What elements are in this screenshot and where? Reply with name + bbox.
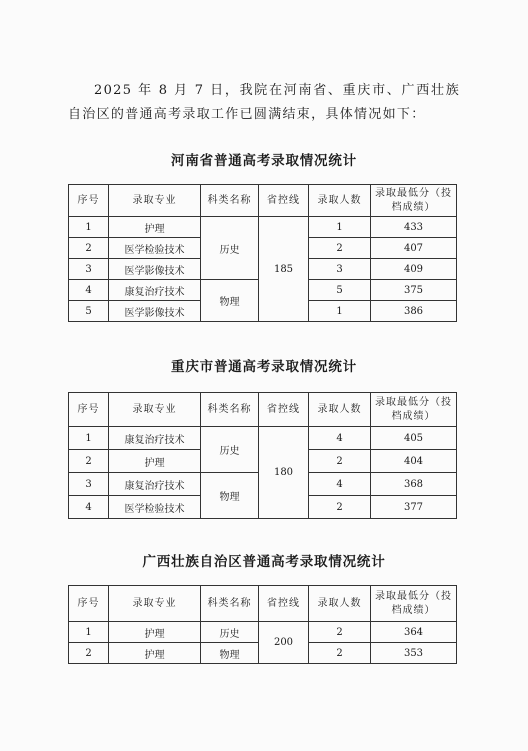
cell-min-score: 405 bbox=[371, 427, 457, 450]
cell-min-score: 404 bbox=[371, 450, 457, 473]
cell-major: 医学影像技术 bbox=[109, 259, 201, 280]
header-subject: 科类名称 bbox=[201, 185, 259, 217]
guangxi-admission-table bbox=[68, 585, 457, 664]
cell-min-score: 386 bbox=[371, 301, 457, 322]
cell-min-score: 368 bbox=[371, 473, 457, 496]
cell-seq: 1 bbox=[69, 622, 109, 643]
cell-seq: 2 bbox=[69, 643, 109, 664]
cell-seq: 3 bbox=[69, 259, 109, 280]
header-control-line: 省控线 bbox=[259, 393, 309, 427]
henan-admission-table bbox=[68, 184, 457, 322]
cell-control-line: 200 bbox=[259, 622, 309, 664]
cell-min-score: 364 bbox=[371, 622, 457, 643]
header-min-score: 录取最低分（投档成绩） bbox=[371, 586, 457, 622]
cell-seq: 1 bbox=[69, 427, 109, 450]
cell-min-score: 377 bbox=[371, 496, 457, 519]
cell-major: 护理 bbox=[109, 217, 201, 238]
table-row bbox=[69, 622, 457, 643]
cell-seq: 2 bbox=[69, 450, 109, 473]
cell-seq: 3 bbox=[69, 473, 109, 496]
header-count: 录取人数 bbox=[309, 393, 371, 427]
cell-major: 护理 bbox=[109, 643, 201, 664]
header-min-score: 录取最低分（投档成绩） bbox=[371, 185, 457, 217]
cell-subject: 历史 bbox=[201, 622, 259, 643]
header-major: 录取专业 bbox=[109, 185, 201, 217]
header-count: 录取人数 bbox=[309, 185, 371, 217]
cell-count: 2 bbox=[309, 450, 371, 473]
table-header-row bbox=[69, 586, 457, 622]
guangxi-table-title: 广西壮族自治区普通高考录取情况统计 bbox=[142, 554, 386, 570]
cell-min-score: 433 bbox=[371, 217, 457, 238]
henan-table-title: 河南省普通高考录取情况统计 bbox=[171, 153, 357, 169]
intro-paragraph: 2025 年 8 月 7 日，我院在河南省、重庆市、广西壮族自治区的普通高考录取工作已圆满结束，具体情况如下： bbox=[68, 83, 460, 122]
cell-seq: 1 bbox=[69, 217, 109, 238]
header-major: 录取专业 bbox=[109, 393, 201, 427]
cell-major: 康复治疗技术 bbox=[109, 280, 201, 301]
cell-subject: 物理 bbox=[201, 643, 259, 664]
header-count: 录取人数 bbox=[309, 586, 371, 622]
cell-min-score: 353 bbox=[371, 643, 457, 664]
table-header-row bbox=[69, 393, 457, 427]
table-row bbox=[69, 217, 457, 238]
cell-control-line: 185 bbox=[259, 217, 309, 322]
cell-count: 4 bbox=[309, 427, 371, 450]
cell-subject: 物理 bbox=[201, 280, 259, 322]
cell-count: 2 bbox=[309, 496, 371, 519]
cell-seq: 5 bbox=[69, 301, 109, 322]
header-major: 录取专业 bbox=[109, 586, 201, 622]
cell-count: 3 bbox=[309, 259, 371, 280]
cell-major: 护理 bbox=[109, 622, 201, 643]
cell-major: 护理 bbox=[109, 450, 201, 473]
cell-seq: 4 bbox=[69, 496, 109, 519]
cell-major: 康复治疗技术 bbox=[109, 473, 201, 496]
cell-count: 2 bbox=[309, 238, 371, 259]
cell-count: 4 bbox=[309, 473, 371, 496]
cell-subject: 历史 bbox=[201, 217, 259, 280]
chongqing-admission-table bbox=[68, 392, 457, 519]
header-seq: 序号 bbox=[69, 586, 109, 622]
header-seq: 序号 bbox=[69, 393, 109, 427]
header-control-line: 省控线 bbox=[259, 586, 309, 622]
cell-count: 2 bbox=[309, 622, 371, 643]
cell-subject: 物理 bbox=[201, 473, 259, 519]
header-subject: 科类名称 bbox=[201, 393, 259, 427]
header-seq: 序号 bbox=[69, 185, 109, 217]
header-min-score: 录取最低分（投档成绩） bbox=[371, 393, 457, 427]
cell-count: 1 bbox=[309, 301, 371, 322]
cell-major: 医学检验技术 bbox=[109, 496, 201, 519]
cell-min-score: 375 bbox=[371, 280, 457, 301]
cell-count: 5 bbox=[309, 280, 371, 301]
cell-seq: 2 bbox=[69, 238, 109, 259]
table-header-row bbox=[69, 185, 457, 217]
cell-major: 康复治疗技术 bbox=[109, 427, 201, 450]
chongqing-table-title: 重庆市普通高考录取情况统计 bbox=[171, 359, 357, 375]
cell-major: 医学检验技术 bbox=[109, 238, 201, 259]
header-subject: 科类名称 bbox=[201, 586, 259, 622]
header-control-line: 省控线 bbox=[259, 185, 309, 217]
table-row bbox=[69, 427, 457, 450]
cell-seq: 4 bbox=[69, 280, 109, 301]
cell-count: 1 bbox=[309, 217, 371, 238]
cell-control-line: 180 bbox=[259, 427, 309, 519]
cell-subject: 历史 bbox=[201, 427, 259, 473]
cell-min-score: 409 bbox=[371, 259, 457, 280]
cell-major: 医学影像技术 bbox=[109, 301, 201, 322]
cell-min-score: 407 bbox=[371, 238, 457, 259]
cell-count: 2 bbox=[309, 643, 371, 664]
